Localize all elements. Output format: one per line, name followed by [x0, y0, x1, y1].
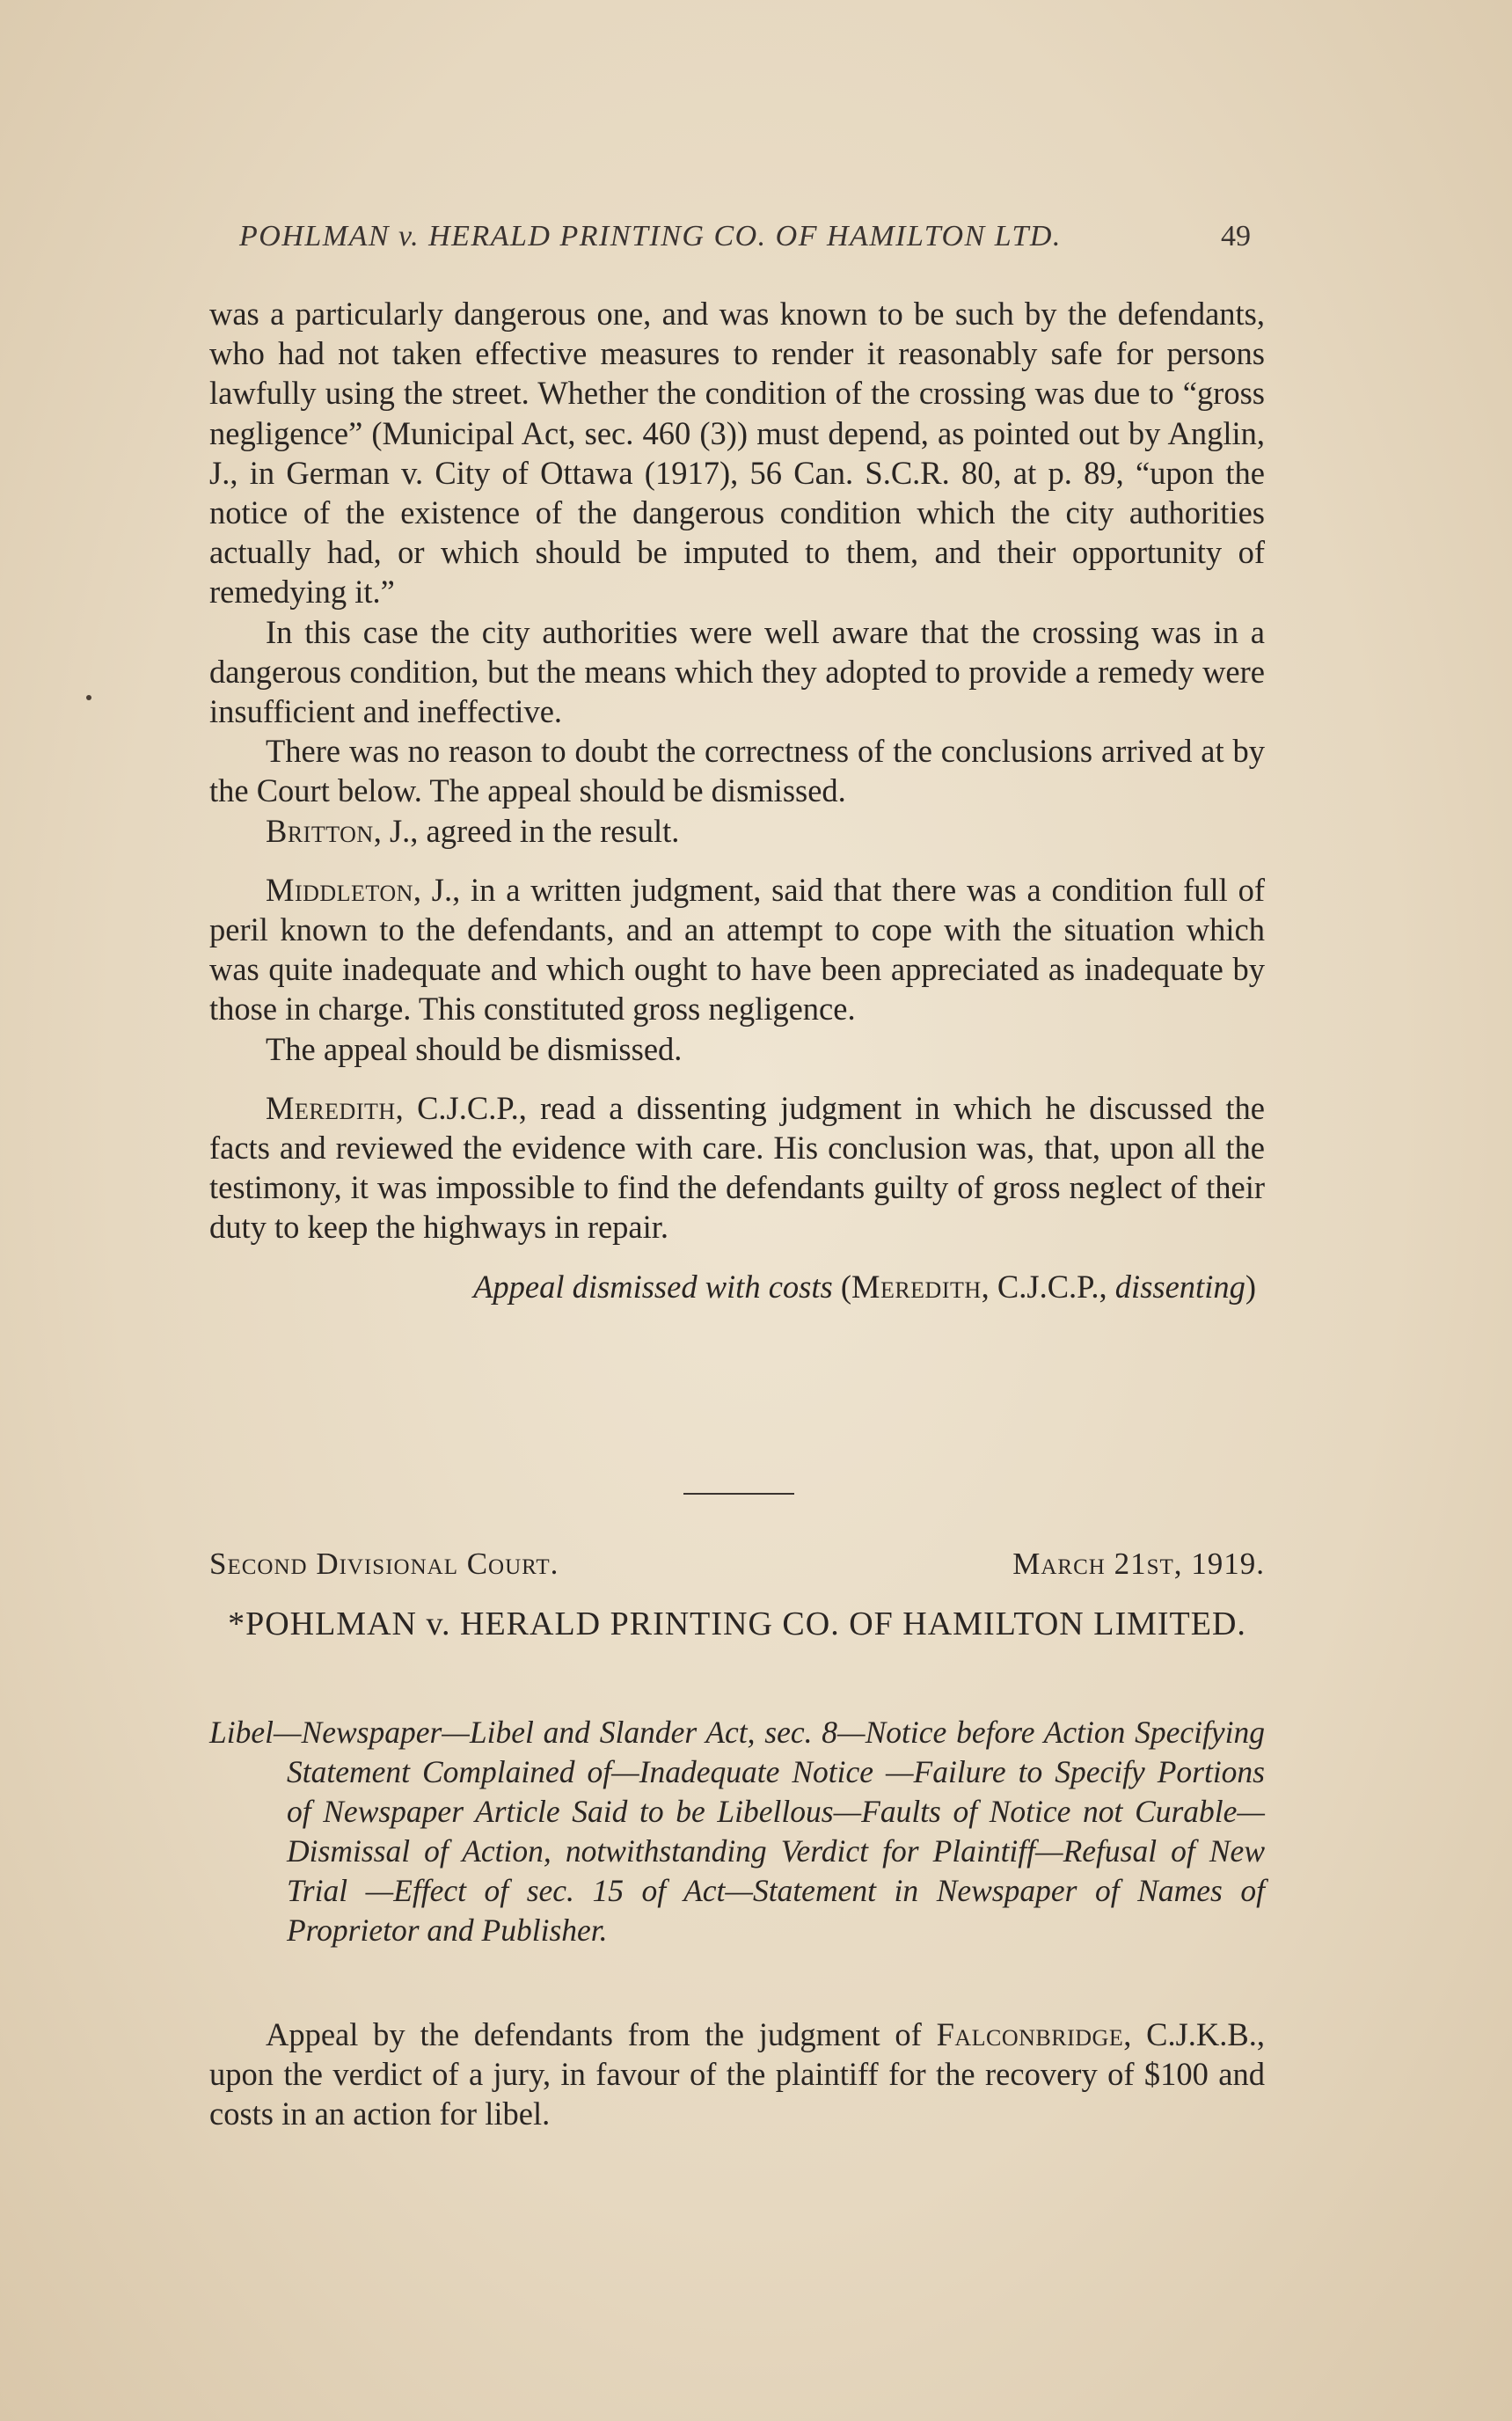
paragraph-appeal [209, 2015, 1265, 2134]
case-title: *POHLMAN v. HERALD PRINTING CO. OF HAMILTON LIMITED. [228, 1605, 1246, 1642]
result-open: ( [832, 1268, 851, 1305]
paragraph-meredith [209, 1088, 1265, 1247]
judge-name: Britton [266, 812, 374, 849]
paragraph-text: , J., agreed in the result. [373, 812, 680, 849]
result-line [209, 1267, 1265, 1306]
appeal-judge: Falconbridge [936, 2016, 1124, 2052]
result-dissenting: dissenting [1114, 1268, 1245, 1305]
appeal-start: Appeal by the defendants from the judgment of [266, 2016, 937, 2052]
result-close: ) [1245, 1268, 1256, 1305]
result-judge: Meredith [851, 1268, 982, 1305]
running-head-title: POHLMAN v. HERALD PRINTING CO. OF HAMILTON LTD. [239, 220, 1062, 252]
appeal-section [209, 2015, 1265, 2134]
paragraph-appeal-dismissed: The appeal should be dismissed. [266, 1030, 683, 1067]
running-head [239, 220, 1251, 253]
court-name: Second Divisional Court. [209, 1547, 559, 1581]
paragraph-city-authorities: In this case the city authorities were well aware that the crossing was in a dangerous condition, but the means which they adopted to provide a remedy were insufficient and ineffective. [209, 613, 1265, 730]
paragraph-text: , J., in a written judgment, said that there was a condition full of peril known to the defendants, and an attempt to cope with the situation which was quite inadequate and which ought to have been appreciated as inadequate by those in charge. This constituted gross negligence. [209, 871, 1265, 1028]
page-number: 49 [1221, 220, 1251, 252]
paragraph-continuation: was a particularly dangerous one, and was known to be such by the defendants, who had not taken effective measures to render it reasonably safe for persons lawfully using the street. Whether the condition of the crossing was due to “gross negligence” (Municipal Act, sec. 460 (3)) must depend, as pointed out by Anglin, J., in German v. City of Ottawa (1917), 56 Can. S.C.R. 80, at p. 89, “upon the notice of the existence of the dangerous condition which the city authorities actually had, or which should be imputed to them, and their opportunity of remedying it.” [209, 296, 1265, 611]
result-italic: Appeal dismissed with costs [473, 1268, 833, 1305]
judge-name: Middleton [266, 871, 413, 908]
section-divider [683, 1493, 794, 1495]
paragraph-britton [209, 811, 1265, 851]
paper-speck [86, 695, 91, 700]
paragraph-no-reason: There was no reason to doubt the correctness of the conclusions arrived at by the Court below. The appeal should be dismissed. [209, 733, 1265, 809]
main-text [209, 294, 1265, 1306]
court-line [209, 1547, 1265, 1582]
headnote: Libel—Newspaper—Libel and Slander Act, sec. 8—Notice before Action Specifying Statement Complained of—Inadequate Notice —Failure to Specify Portions of Newspaper Article Said to be Libellous—Faults of Notice not Curable—Dismissal of Action, notwithstanding Verdict for Plaintiff—Refusal of New Trial —Effect of sec. 15 of Act—Statement in Newspaper of Names of Proprietor and Publisher. [209, 1715, 1265, 1948]
court-date: March 21st, 1919. [1012, 1547, 1265, 1581]
appeal-rest: , C.J.K.B., upon the verdict of a jury, in favour of the plaintiff for the recovery of $100 and costs in an action for libel. [209, 2016, 1265, 2132]
paragraph-text: , C.J.C.P., read a dissenting judgment in which he discussed the facts and reviewed the evidence with care. His conclusion was, that, upon all the testimony, it was impossible to find the defendants guilty of gross neglect of their duty to keep the highways in repair. [209, 1089, 1265, 1246]
paragraph-middleton [209, 870, 1265, 1029]
result-mid: , C.J.C.P., [981, 1268, 1115, 1305]
judge-name: Meredith [266, 1089, 396, 1126]
